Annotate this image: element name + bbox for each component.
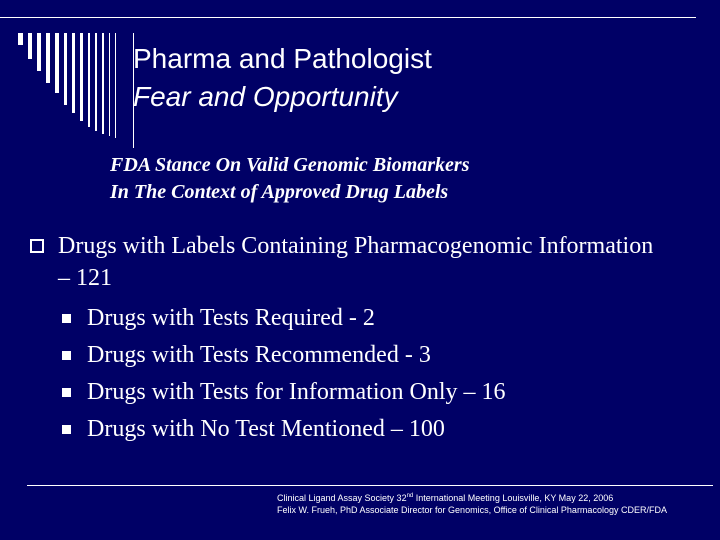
main-bullet-text: Drugs with Labels Containing Pharmacogenomic Information – 121	[58, 233, 654, 291]
filled-square-icon	[62, 351, 71, 360]
top-divider	[0, 17, 696, 18]
slide-title	[133, 40, 432, 116]
footer-divider	[27, 485, 713, 486]
filled-square-icon	[62, 314, 71, 323]
footer-line-1	[277, 492, 667, 504]
subtitle-line-2: In The Context of Approved Drug Labels	[110, 181, 449, 203]
subtitle-line-1: FDA Stance On Valid Genomic Biomarkers	[110, 154, 470, 176]
title-line-2: Fear and Opportunity	[133, 81, 398, 112]
footer-line-1-sup: nd	[406, 493, 414, 499]
footer-line-2: Felix W. Frueh, PhD Associate Director for Genomics, Office of Clinical Pharmacology CDER/FDA	[277, 505, 667, 515]
list-item	[62, 413, 506, 450]
footer-line-1-pre: Clinical Ligand Assay Society 32	[277, 493, 407, 503]
hollow-square-icon	[30, 239, 44, 253]
list-item	[62, 376, 506, 413]
list-item	[62, 302, 506, 339]
filled-square-icon	[62, 425, 71, 434]
slide-subtitle	[110, 152, 470, 206]
footer	[277, 492, 667, 516]
sub-bullet-text: Drugs with Tests Required - 2	[87, 305, 375, 331]
sub-bullet-text: Drugs with Tests for Information Only – 16	[87, 379, 506, 405]
footer-line-1-post: International Meeting Louisville, KY May 22, 2006	[413, 493, 614, 503]
filled-square-icon	[62, 388, 71, 397]
sub-bullet-text: Drugs with No Test Mentioned – 100	[87, 416, 445, 442]
main-bullet	[30, 230, 670, 294]
sub-bullet-text: Drugs with Tests Recommended - 3	[87, 342, 431, 368]
decorative-bars	[18, 33, 128, 138]
list-item	[62, 339, 506, 376]
title-line-1: Pharma and Pathologist	[133, 43, 432, 74]
sub-bullet-list	[62, 302, 506, 450]
